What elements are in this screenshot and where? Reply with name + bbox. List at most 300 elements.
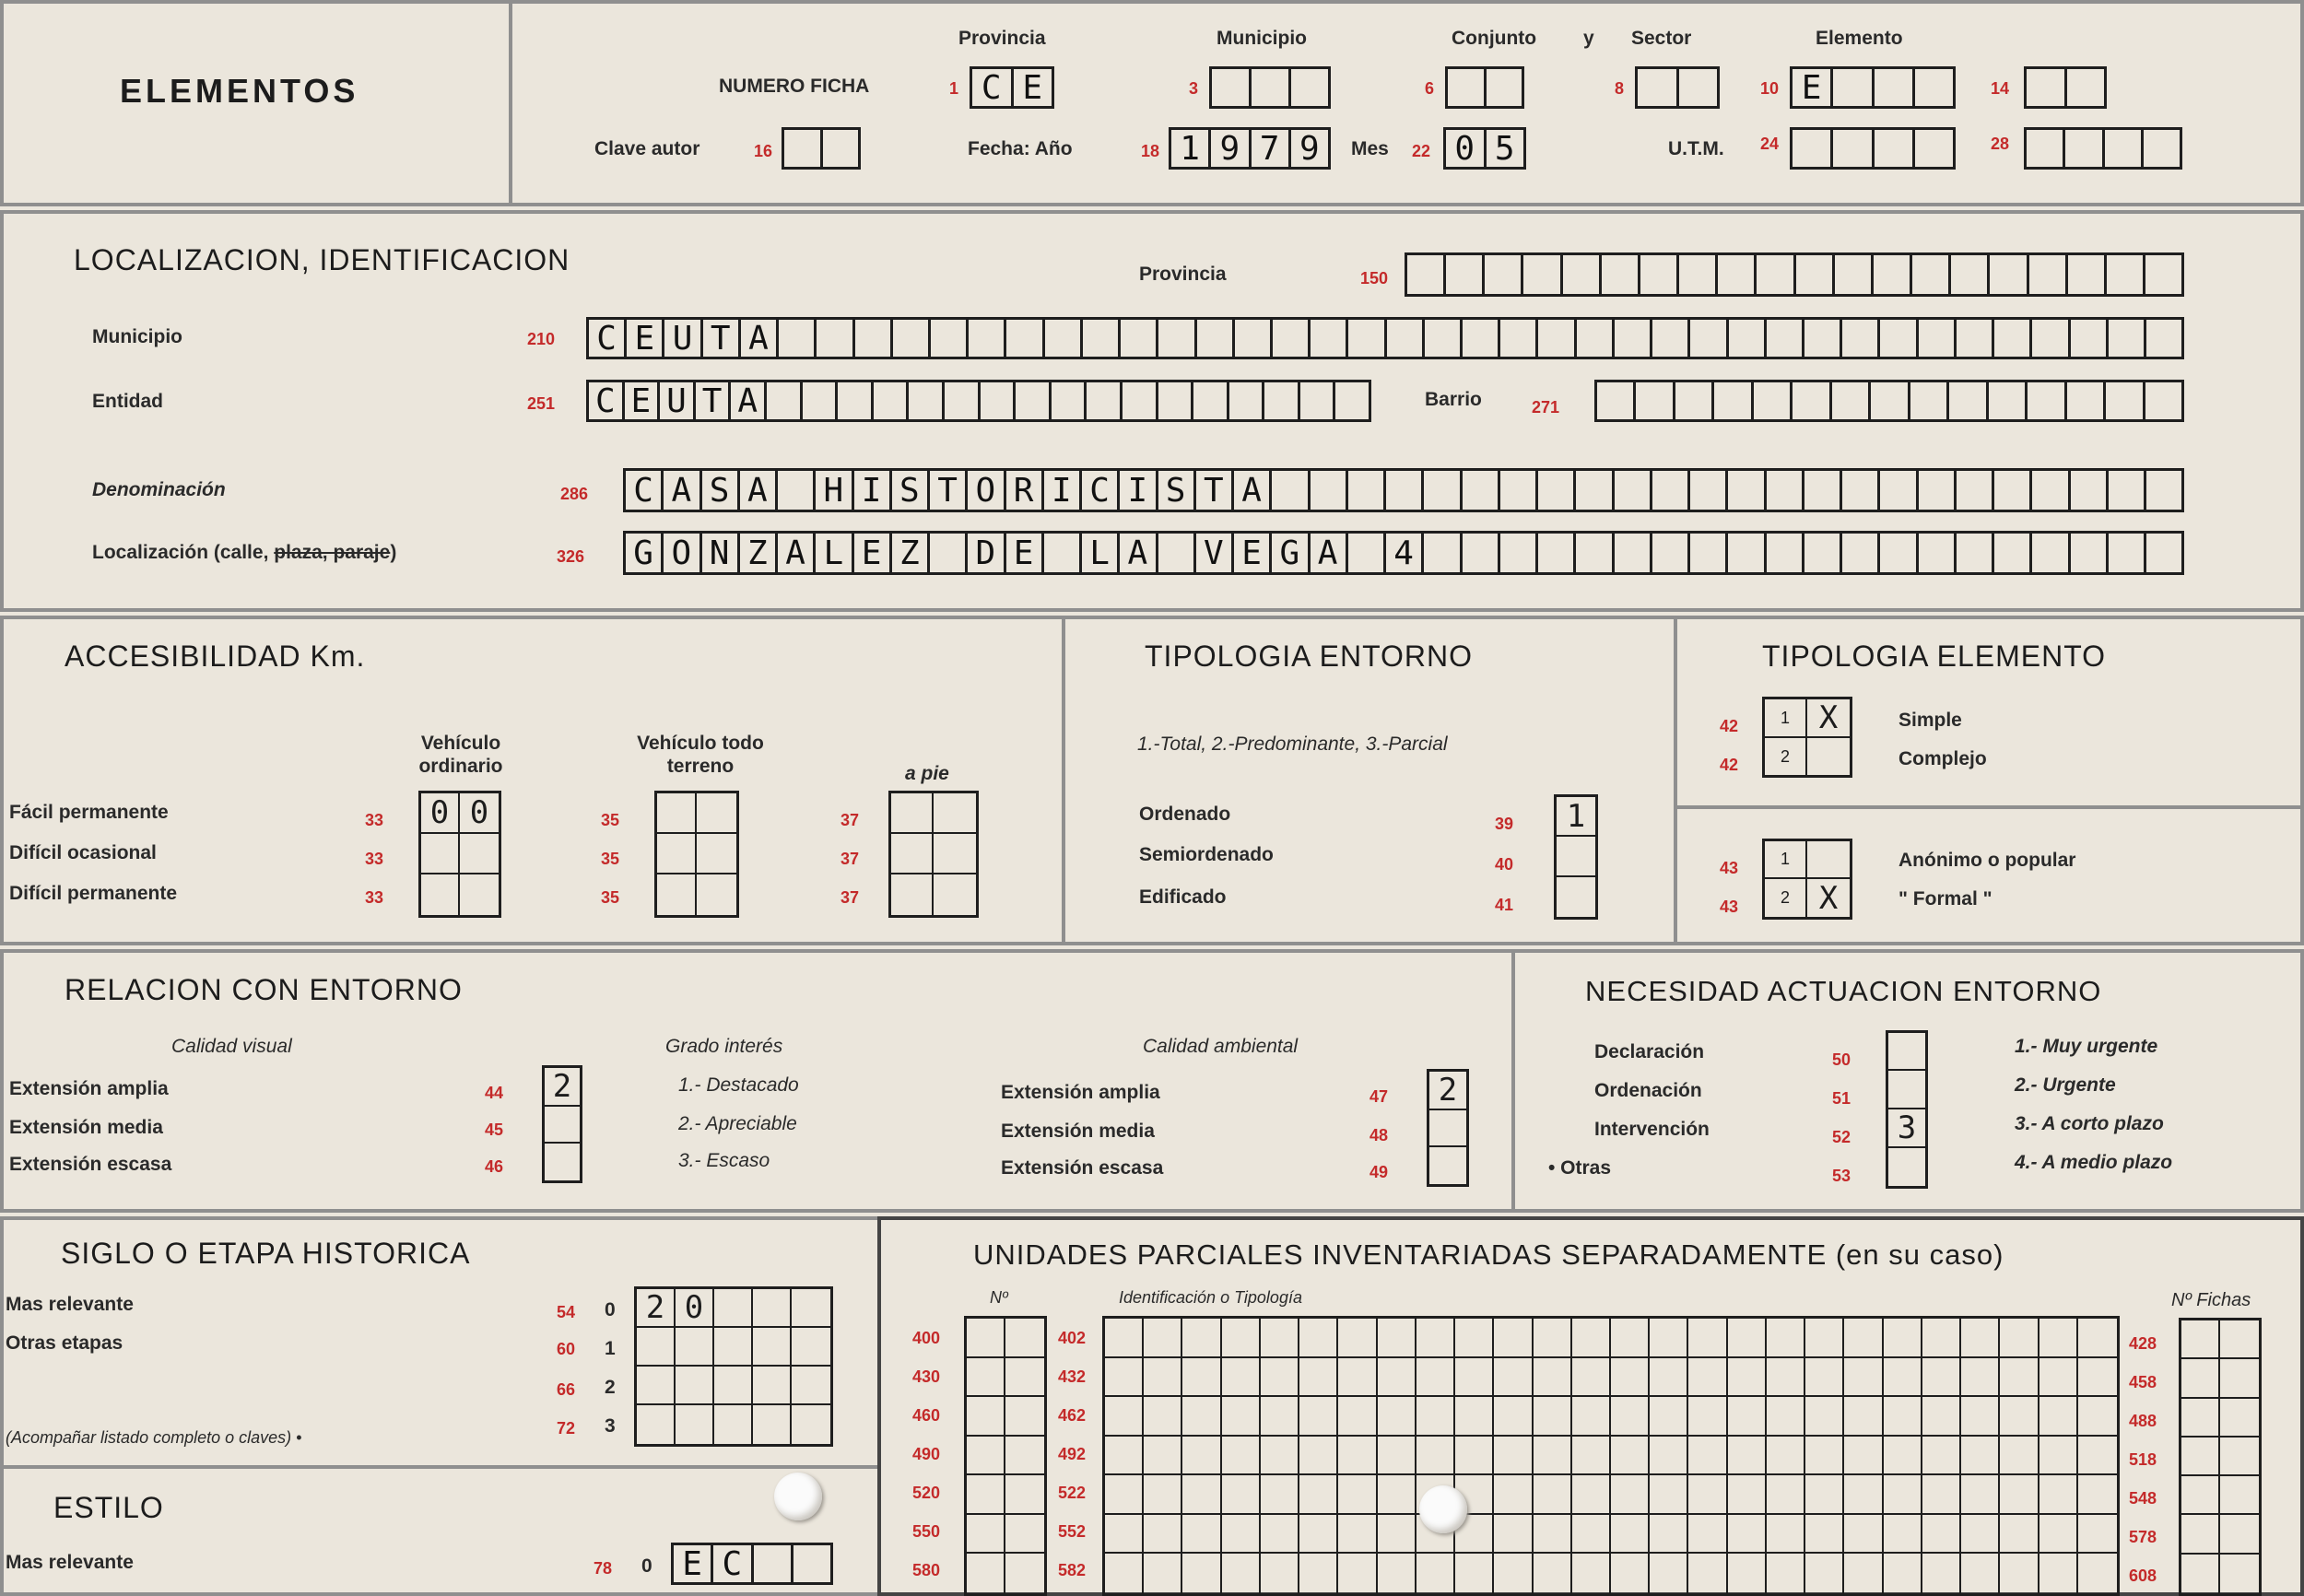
- grid-cell[interactable]: [2000, 1437, 2039, 1476]
- grid-cell[interactable]: [2181, 1555, 2220, 1593]
- char-cell[interactable]: E: [674, 1545, 713, 1582]
- grid-cell[interactable]: [2000, 1475, 2039, 1515]
- grid-cell[interactable]: [1922, 1437, 1961, 1476]
- grid-cell[interactable]: [1961, 1515, 2000, 1555]
- grid-cell[interactable]: [1922, 1397, 1961, 1437]
- grid-cell[interactable]: [1688, 1319, 1727, 1358]
- char-cell[interactable]: A: [731, 382, 767, 419]
- grid-cell[interactable]: [1261, 1319, 1299, 1358]
- grid-cell[interactable]: [1611, 1319, 1650, 1358]
- grid-cell[interactable]: [1105, 1554, 1144, 1593]
- char-cell[interactable]: [1387, 320, 1425, 357]
- grid-cell[interactable]: [2181, 1476, 2220, 1515]
- grid-cell[interactable]: [2000, 1397, 2039, 1437]
- char-cell[interactable]: [2146, 320, 2181, 357]
- grid-cell[interactable]: [2078, 1475, 2117, 1515]
- grid-cell[interactable]: [1378, 1397, 1416, 1437]
- grid-cell[interactable]: [1222, 1358, 1261, 1398]
- char-cell[interactable]: 4: [1386, 534, 1424, 572]
- grid-cell[interactable]: [1805, 1475, 1844, 1515]
- char-cell[interactable]: [1448, 69, 1487, 106]
- char-cell[interactable]: [1523, 255, 1562, 294]
- char-cell[interactable]: C: [589, 320, 627, 357]
- char-cell[interactable]: L: [1082, 534, 1120, 572]
- grid-cell[interactable]: [1767, 1475, 1805, 1515]
- grid-cell[interactable]: [1767, 1319, 1805, 1358]
- char-cell[interactable]: A: [1234, 471, 1272, 510]
- char-cell[interactable]: [2106, 382, 2145, 419]
- grid-cell[interactable]: [1884, 1515, 1922, 1555]
- grid-cell[interactable]: [1534, 1319, 1572, 1358]
- grid-cell[interactable]: [1378, 1358, 1416, 1398]
- char-cell[interactable]: [1636, 382, 1675, 419]
- grid-cell[interactable]: [1416, 1437, 1455, 1476]
- grid-cell[interactable]: [1650, 1358, 1688, 1398]
- grid-cell[interactable]: [1805, 1554, 1844, 1593]
- char-cell[interactable]: [1842, 534, 1880, 572]
- char-cell[interactable]: [2144, 130, 2180, 167]
- char-cell[interactable]: [1957, 471, 1994, 510]
- grid-cell[interactable]: [1144, 1437, 1182, 1476]
- char-cell[interactable]: [1311, 320, 1348, 357]
- char-cell[interactable]: [1833, 130, 1874, 167]
- grid-cell[interactable]: [1182, 1397, 1221, 1437]
- char-cell[interactable]: [1915, 130, 1953, 167]
- grid-cell[interactable]: 0: [460, 793, 499, 834]
- char-cell[interactable]: [817, 320, 854, 357]
- unidades-n-grid[interactable]: [964, 1316, 1047, 1596]
- grid-cell[interactable]: [1338, 1475, 1377, 1515]
- char-cell[interactable]: [909, 382, 945, 419]
- grid-cell[interactable]: [1688, 1437, 1727, 1476]
- char-cell[interactable]: [2107, 255, 2145, 294]
- char-cell[interactable]: [1793, 382, 1831, 419]
- char-cell[interactable]: [779, 320, 817, 357]
- grid-cell[interactable]: [2078, 1397, 2117, 1437]
- char-cell[interactable]: [1006, 320, 1044, 357]
- grid-cell[interactable]: [545, 1107, 580, 1144]
- char-cell[interactable]: [1874, 255, 1912, 294]
- grid-cell[interactable]: [1222, 1437, 1261, 1476]
- grid-cell[interactable]: [1844, 1515, 1883, 1555]
- char-cell[interactable]: E: [1006, 534, 1044, 572]
- grid-cell[interactable]: [1144, 1319, 1182, 1358]
- grid-cell[interactable]: [676, 1328, 714, 1367]
- grid-cell[interactable]: [1961, 1437, 2000, 1476]
- char-cell[interactable]: [1880, 471, 1918, 510]
- char-cell[interactable]: A: [778, 534, 816, 572]
- grid-cell[interactable]: [1534, 1437, 1572, 1476]
- char-cell[interactable]: [2029, 255, 2068, 294]
- char-cell[interactable]: [1229, 382, 1265, 419]
- grid-cell[interactable]: [1455, 1358, 1494, 1398]
- char-cell[interactable]: [1348, 534, 1386, 572]
- char-cell[interactable]: T: [696, 382, 732, 419]
- grid-cell[interactable]: [1338, 1397, 1377, 1437]
- char-cell[interactable]: [2027, 69, 2067, 106]
- grid-cell[interactable]: [1688, 1554, 1727, 1593]
- grid-cell[interactable]: 2: [545, 1068, 580, 1107]
- grid-cell[interactable]: [1105, 1437, 1144, 1476]
- grid-cell[interactable]: [697, 874, 736, 915]
- char-cell[interactable]: [1407, 255, 1446, 294]
- grid-cell[interactable]: [1884, 1475, 1922, 1515]
- grid-cell[interactable]: [891, 793, 934, 834]
- grid-cell[interactable]: [1338, 1554, 1377, 1593]
- char-cell[interactable]: [1538, 320, 1576, 357]
- grid-cell[interactable]: [1534, 1554, 1572, 1593]
- grid-cell[interactable]: [421, 874, 460, 915]
- grid-cell[interactable]: [1261, 1554, 1299, 1593]
- char-cell[interactable]: [1500, 534, 1538, 572]
- grid-cell[interactable]: [1728, 1554, 1767, 1593]
- char-cell[interactable]: [803, 382, 839, 419]
- grid-cell[interactable]: [1299, 1515, 1338, 1555]
- grid-cell[interactable]: [637, 1367, 676, 1405]
- grid-cell[interactable]: [1805, 1319, 1844, 1358]
- unidades-fichas-grid[interactable]: [2179, 1318, 2262, 1596]
- grid-cell[interactable]: [1805, 1358, 1844, 1398]
- char-cell[interactable]: [2105, 130, 2144, 167]
- grid-cell[interactable]: [2000, 1319, 2039, 1358]
- grid-cell[interactable]: [967, 1358, 1005, 1398]
- grid-cell[interactable]: [545, 1144, 580, 1180]
- grid-cell[interactable]: [1688, 1358, 1727, 1398]
- char-cell[interactable]: [1212, 69, 1252, 106]
- char-cell[interactable]: N: [702, 534, 740, 572]
- grid-cell[interactable]: [1299, 1319, 1338, 1358]
- grid-cell[interactable]: [792, 1328, 830, 1367]
- grid-cell[interactable]: [1182, 1437, 1221, 1476]
- char-cell[interactable]: [2032, 471, 2070, 510]
- grid-cell[interactable]: [1888, 1033, 1925, 1071]
- char-cell[interactable]: [1425, 320, 1463, 357]
- char-cell[interactable]: Z: [892, 534, 930, 572]
- char-cell[interactable]: [1804, 320, 1842, 357]
- grid-cell[interactable]: [1961, 1358, 2000, 1398]
- acc-pie-grid[interactable]: [888, 791, 979, 918]
- grid-cell[interactable]: [2220, 1515, 2259, 1554]
- char-cell[interactable]: [1871, 382, 1910, 419]
- grid-cell[interactable]: [1611, 1475, 1650, 1515]
- tel-anonimo-formal-grid[interactable]: [1762, 839, 1852, 920]
- char-cell[interactable]: [1989, 382, 2028, 419]
- grid-cell[interactable]: [2078, 1358, 2117, 1398]
- char-cell[interactable]: [893, 320, 931, 357]
- char-cell[interactable]: [1291, 69, 1328, 106]
- char-cell[interactable]: [1424, 471, 1462, 510]
- grid-cell[interactable]: [1378, 1515, 1416, 1555]
- ficha-sector-field[interactable]: [1635, 66, 1720, 109]
- char-cell[interactable]: [2071, 534, 2109, 572]
- grid-cell[interactable]: [1261, 1515, 1299, 1555]
- char-cell[interactable]: [1714, 382, 1753, 419]
- grid-cell[interactable]: [2040, 1475, 2078, 1515]
- char-cell[interactable]: [1994, 471, 2032, 510]
- grid-cell[interactable]: [792, 1405, 830, 1444]
- grid-cell[interactable]: [1572, 1475, 1611, 1515]
- grid-cell[interactable]: [967, 1515, 1005, 1555]
- grid-cell[interactable]: 0: [676, 1289, 714, 1328]
- char-cell[interactable]: [1957, 534, 1994, 572]
- grid-cell[interactable]: [1767, 1437, 1805, 1476]
- char-cell[interactable]: Z: [740, 534, 778, 572]
- char-cell[interactable]: U: [660, 382, 696, 419]
- grid-cell[interactable]: [1611, 1515, 1650, 1555]
- char-cell[interactable]: O: [664, 534, 701, 572]
- grid-cell[interactable]: [967, 1554, 1005, 1593]
- char-cell[interactable]: [1796, 255, 1835, 294]
- char-cell[interactable]: [1640, 255, 1679, 294]
- grid-cell[interactable]: [657, 834, 697, 874]
- grid-cell[interactable]: [1299, 1397, 1338, 1437]
- grid-cell[interactable]: [1261, 1475, 1299, 1515]
- acc-todoterreno-grid[interactable]: [654, 791, 739, 918]
- grid-cell[interactable]: [1299, 1437, 1338, 1476]
- char-cell[interactable]: [1919, 471, 1957, 510]
- grid-cell[interactable]: [2078, 1437, 2117, 1476]
- char-cell[interactable]: [1910, 382, 1949, 419]
- grid-cell[interactable]: [1261, 1437, 1299, 1476]
- grid-cell[interactable]: [1650, 1515, 1688, 1555]
- grid-cell[interactable]: [967, 1319, 1005, 1358]
- grid-cell[interactable]: [1922, 1319, 1961, 1358]
- char-cell[interactable]: [1880, 534, 1918, 572]
- char-cell[interactable]: [1463, 471, 1500, 510]
- char-cell[interactable]: E: [625, 382, 661, 419]
- grid-cell[interactable]: [1455, 1554, 1494, 1593]
- grid-cell[interactable]: [1557, 837, 1595, 876]
- char-cell[interactable]: [1915, 69, 1953, 106]
- grid-cell[interactable]: [1611, 1437, 1650, 1476]
- grid-cell[interactable]: [1378, 1475, 1416, 1515]
- char-cell[interactable]: [1121, 320, 1158, 357]
- char-cell[interactable]: [1500, 320, 1538, 357]
- char-cell[interactable]: [2068, 255, 2107, 294]
- char-cell[interactable]: S: [702, 471, 740, 510]
- char-cell[interactable]: [1832, 382, 1871, 419]
- ra-value-grid[interactable]: [1427, 1069, 1469, 1187]
- grid-cell[interactable]: [460, 874, 499, 915]
- char-cell[interactable]: C: [713, 1545, 753, 1582]
- grid-cell[interactable]: [1494, 1515, 1533, 1555]
- grid-cell[interactable]: [1429, 1147, 1466, 1184]
- loc-provincia-field[interactable]: [1405, 252, 2184, 297]
- char-cell[interactable]: G: [626, 534, 664, 572]
- char-cell[interactable]: S: [892, 471, 930, 510]
- char-cell[interactable]: A: [1120, 534, 1158, 572]
- grid-cell[interactable]: [1378, 1319, 1416, 1358]
- char-cell[interactable]: C: [626, 471, 664, 510]
- grid-cell[interactable]: [714, 1367, 753, 1405]
- grid-cell[interactable]: [2220, 1399, 2259, 1438]
- grid-cell[interactable]: 2: [1429, 1072, 1466, 1110]
- char-cell[interactable]: [2109, 320, 2146, 357]
- char-cell[interactable]: E: [627, 320, 664, 357]
- char-cell[interactable]: [1446, 255, 1485, 294]
- char-cell[interactable]: [969, 320, 1006, 357]
- char-cell[interactable]: I: [854, 471, 892, 510]
- grid-cell[interactable]: [1534, 1475, 1572, 1515]
- char-cell[interactable]: [874, 382, 910, 419]
- char-cell[interactable]: [1016, 382, 1052, 419]
- grid-cell[interactable]: [1005, 1319, 1044, 1358]
- grid-cell[interactable]: 1: [1765, 841, 1807, 879]
- grid-cell[interactable]: [1572, 1397, 1611, 1437]
- char-cell[interactable]: [2109, 534, 2146, 572]
- grid-cell[interactable]: 1: [1557, 797, 1595, 837]
- char-cell[interactable]: [1675, 382, 1714, 419]
- char-cell[interactable]: [930, 534, 968, 572]
- grid-cell[interactable]: [1572, 1358, 1611, 1398]
- char-cell[interactable]: [1300, 382, 1336, 419]
- grid-cell[interactable]: [1455, 1397, 1494, 1437]
- char-cell[interactable]: [1718, 255, 1757, 294]
- char-cell[interactable]: [1957, 320, 1994, 357]
- char-cell[interactable]: [1638, 69, 1679, 106]
- grid-cell[interactable]: [1767, 1358, 1805, 1398]
- char-cell[interactable]: 9: [1211, 130, 1251, 167]
- grid-cell[interactable]: 2: [1765, 879, 1807, 917]
- char-cell[interactable]: [855, 320, 893, 357]
- grid-cell[interactable]: [421, 834, 460, 874]
- grid-cell[interactable]: [1494, 1554, 1533, 1593]
- char-cell[interactable]: [1348, 320, 1386, 357]
- ficha-conjunto-field[interactable]: [1445, 66, 1524, 109]
- char-cell[interactable]: [2028, 382, 2066, 419]
- char-cell[interactable]: [1835, 255, 1874, 294]
- grid-cell[interactable]: [1807, 841, 1850, 879]
- grid-cell[interactable]: [2040, 1319, 2078, 1358]
- char-cell[interactable]: D: [968, 534, 1005, 572]
- grid-cell[interactable]: 2: [637, 1289, 676, 1328]
- grid-cell[interactable]: [1884, 1554, 1922, 1593]
- char-cell[interactable]: [2071, 320, 2109, 357]
- char-cell[interactable]: [1386, 471, 1424, 510]
- loc-entidad-field[interactable]: [586, 380, 1371, 422]
- grid-cell[interactable]: [2040, 1554, 2078, 1593]
- char-cell[interactable]: [1424, 534, 1462, 572]
- grid-cell[interactable]: [2000, 1358, 2039, 1398]
- char-cell[interactable]: 0: [1446, 130, 1487, 167]
- grid-cell[interactable]: [2078, 1554, 2117, 1593]
- grid-cell[interactable]: [1688, 1397, 1727, 1437]
- grid-cell[interactable]: X: [1807, 699, 1850, 738]
- grid-cell[interactable]: [2040, 1397, 2078, 1437]
- char-cell[interactable]: [2145, 382, 2181, 419]
- grid-cell[interactable]: [697, 834, 736, 874]
- grid-cell[interactable]: [1767, 1515, 1805, 1555]
- grid-cell[interactable]: [1844, 1554, 1883, 1593]
- grid-cell[interactable]: [1728, 1475, 1767, 1515]
- grid-cell[interactable]: [1416, 1397, 1455, 1437]
- grid-cell[interactable]: X: [1818, 879, 1839, 917]
- char-cell[interactable]: [1615, 471, 1652, 510]
- char-cell[interactable]: [1264, 382, 1300, 419]
- grid-cell[interactable]: [2040, 1437, 2078, 1476]
- char-cell[interactable]: C: [1082, 471, 1120, 510]
- grid-cell[interactable]: [1182, 1554, 1221, 1593]
- char-cell[interactable]: A: [740, 471, 778, 510]
- char-cell[interactable]: C: [972, 69, 1014, 106]
- grid-cell[interactable]: [1005, 1397, 1044, 1437]
- char-cell[interactable]: [1767, 320, 1804, 357]
- grid-cell[interactable]: [1922, 1515, 1961, 1555]
- grid-cell[interactable]: [1728, 1358, 1767, 1398]
- grid-cell[interactable]: [1455, 1319, 1494, 1358]
- grid-cell[interactable]: [1961, 1319, 2000, 1358]
- grid-cell[interactable]: [637, 1328, 676, 1367]
- grid-cell[interactable]: [1494, 1358, 1533, 1398]
- char-cell[interactable]: T: [1196, 471, 1234, 510]
- char-cell[interactable]: [1158, 382, 1194, 419]
- grid-cell[interactable]: [1416, 1554, 1455, 1593]
- grid-cell[interactable]: [1005, 1358, 1044, 1398]
- grid-cell[interactable]: [1807, 738, 1850, 775]
- grid-cell[interactable]: [1222, 1554, 1261, 1593]
- grid-cell[interactable]: [1144, 1515, 1182, 1555]
- char-cell[interactable]: R: [1006, 471, 1044, 510]
- grid-cell[interactable]: [1416, 1319, 1455, 1358]
- grid-cell[interactable]: [1416, 1358, 1455, 1398]
- char-cell[interactable]: [1729, 320, 1767, 357]
- char-cell[interactable]: [1045, 320, 1083, 357]
- char-cell[interactable]: [784, 130, 823, 167]
- grid-cell[interactable]: [1429, 1110, 1466, 1147]
- grid-cell[interactable]: [967, 1475, 1005, 1515]
- grid-cell[interactable]: [714, 1405, 753, 1444]
- grid-cell[interactable]: [1884, 1319, 1922, 1358]
- grid-cell[interactable]: [1222, 1397, 1261, 1437]
- char-cell[interactable]: [1949, 382, 1988, 419]
- char-cell[interactable]: T: [930, 471, 968, 510]
- grid-cell[interactable]: [1222, 1319, 1261, 1358]
- grid-cell[interactable]: [1572, 1515, 1611, 1555]
- char-cell[interactable]: [2146, 471, 2181, 510]
- char-cell[interactable]: [1500, 471, 1538, 510]
- grid-cell[interactable]: [1888, 1148, 1925, 1186]
- char-cell[interactable]: [1123, 382, 1158, 419]
- grid-cell[interactable]: [1728, 1515, 1767, 1555]
- grid-cell[interactable]: 1: [1765, 699, 1807, 738]
- grid-cell[interactable]: [1728, 1319, 1767, 1358]
- char-cell[interactable]: [1193, 382, 1229, 419]
- char-cell[interactable]: [1538, 471, 1576, 510]
- char-cell[interactable]: [1919, 534, 1957, 572]
- char-cell[interactable]: [2071, 471, 2109, 510]
- char-cell[interactable]: [1158, 534, 1196, 572]
- estilo-field[interactable]: [671, 1543, 833, 1585]
- tel-simple-complejo-grid[interactable]: [1762, 697, 1852, 778]
- grid-cell[interactable]: [1888, 1071, 1925, 1109]
- char-cell[interactable]: [1875, 130, 1915, 167]
- grid-cell[interactable]: [792, 1367, 830, 1405]
- grid-cell[interactable]: [1338, 1319, 1377, 1358]
- char-cell[interactable]: [1842, 320, 1880, 357]
- grid-cell[interactable]: [2220, 1476, 2259, 1515]
- char-cell[interactable]: [1348, 471, 1386, 510]
- char-cell[interactable]: [1804, 534, 1842, 572]
- char-cell[interactable]: [1679, 69, 1718, 106]
- grid-cell[interactable]: [1144, 1554, 1182, 1593]
- grid-cell[interactable]: [891, 834, 934, 874]
- char-cell[interactable]: A: [741, 320, 779, 357]
- grid-cell[interactable]: [657, 793, 697, 834]
- char-cell[interactable]: [1487, 69, 1522, 106]
- grid-cell[interactable]: [1844, 1397, 1883, 1437]
- char-cell[interactable]: [1767, 534, 1804, 572]
- char-cell[interactable]: [1563, 255, 1602, 294]
